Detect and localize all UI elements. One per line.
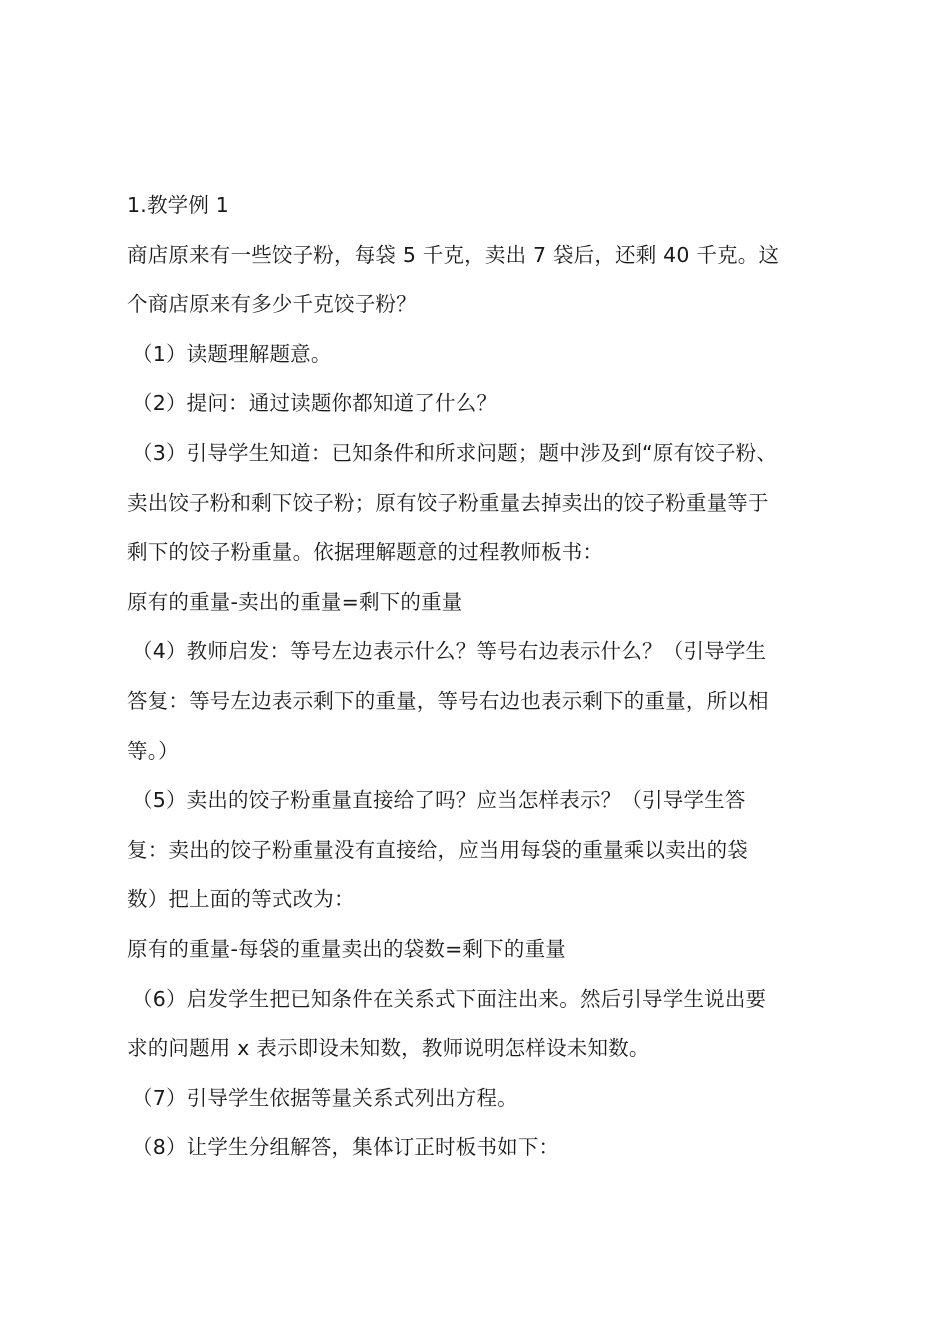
step-8: （8）让学生分组解答，集体订正时板书如下： bbox=[132, 1135, 560, 1160]
step-5-continued: 复：卖出的饺子粉重量没有直接给，应当用每袋的重量乘以卖出的袋 bbox=[127, 837, 748, 862]
step-7: （7）引导学生依据等量关系式列出方程。 bbox=[132, 1085, 518, 1110]
step-5: （5）卖出的饺子粉重量直接给了吗？应当怎样表示？（引导学生答 bbox=[132, 788, 746, 813]
step-6: （6）启发学生把已知条件在关系式下面注出来。然后引导学生说出要 bbox=[132, 986, 767, 1011]
step-3-continued: 卖出饺子粉和剩下饺子粉；原有饺子粉重量去掉卖出的饺子粉重量等于 bbox=[127, 490, 769, 515]
equation-line: 原有的重量-每袋的重量卖出的袋数=剩下的重量 bbox=[127, 936, 566, 961]
problem-text-line: 商店原来有一些饺子粉，每袋 5 千克，卖出 7 袋后，还剩 40 千克。这 bbox=[127, 242, 780, 267]
step-4: （4）教师启发：等号左边表示什么？等号右边表示什么？（引导学生 bbox=[132, 639, 767, 664]
step-4-continued: 答复：等号左边表示剩下的重量，等号右边也表示剩下的重量，所以相 bbox=[127, 688, 769, 713]
equation-line: 原有的重量-卖出的重量=剩下的重量 bbox=[127, 589, 463, 614]
step-3: （3）引导学生知道：已知条件和所求问题；题中涉及到“原有饺子粉、 bbox=[132, 440, 778, 465]
step-4-continued: 等。） bbox=[127, 738, 179, 763]
section-heading: 1.教学例 1 bbox=[127, 193, 230, 217]
step-2: （2）提问：通过读题你都知道了什么？ bbox=[132, 391, 498, 416]
document-body bbox=[127, 181, 833, 1173]
step-1: （1）读题理解题意。 bbox=[132, 341, 332, 366]
problem-text-line: 个商店原来有多少千克饺子粉？ bbox=[127, 292, 417, 317]
step-5-continued: 数）把上面的等式改为： bbox=[127, 887, 355, 912]
step-3-continued: 剩下的饺子粉重量。依据理解题意的过程教师板书： bbox=[127, 540, 604, 565]
step-6-continued: 求的问题用 x 表示即设未知数，教师说明怎样设未知数。 bbox=[127, 1036, 650, 1061]
